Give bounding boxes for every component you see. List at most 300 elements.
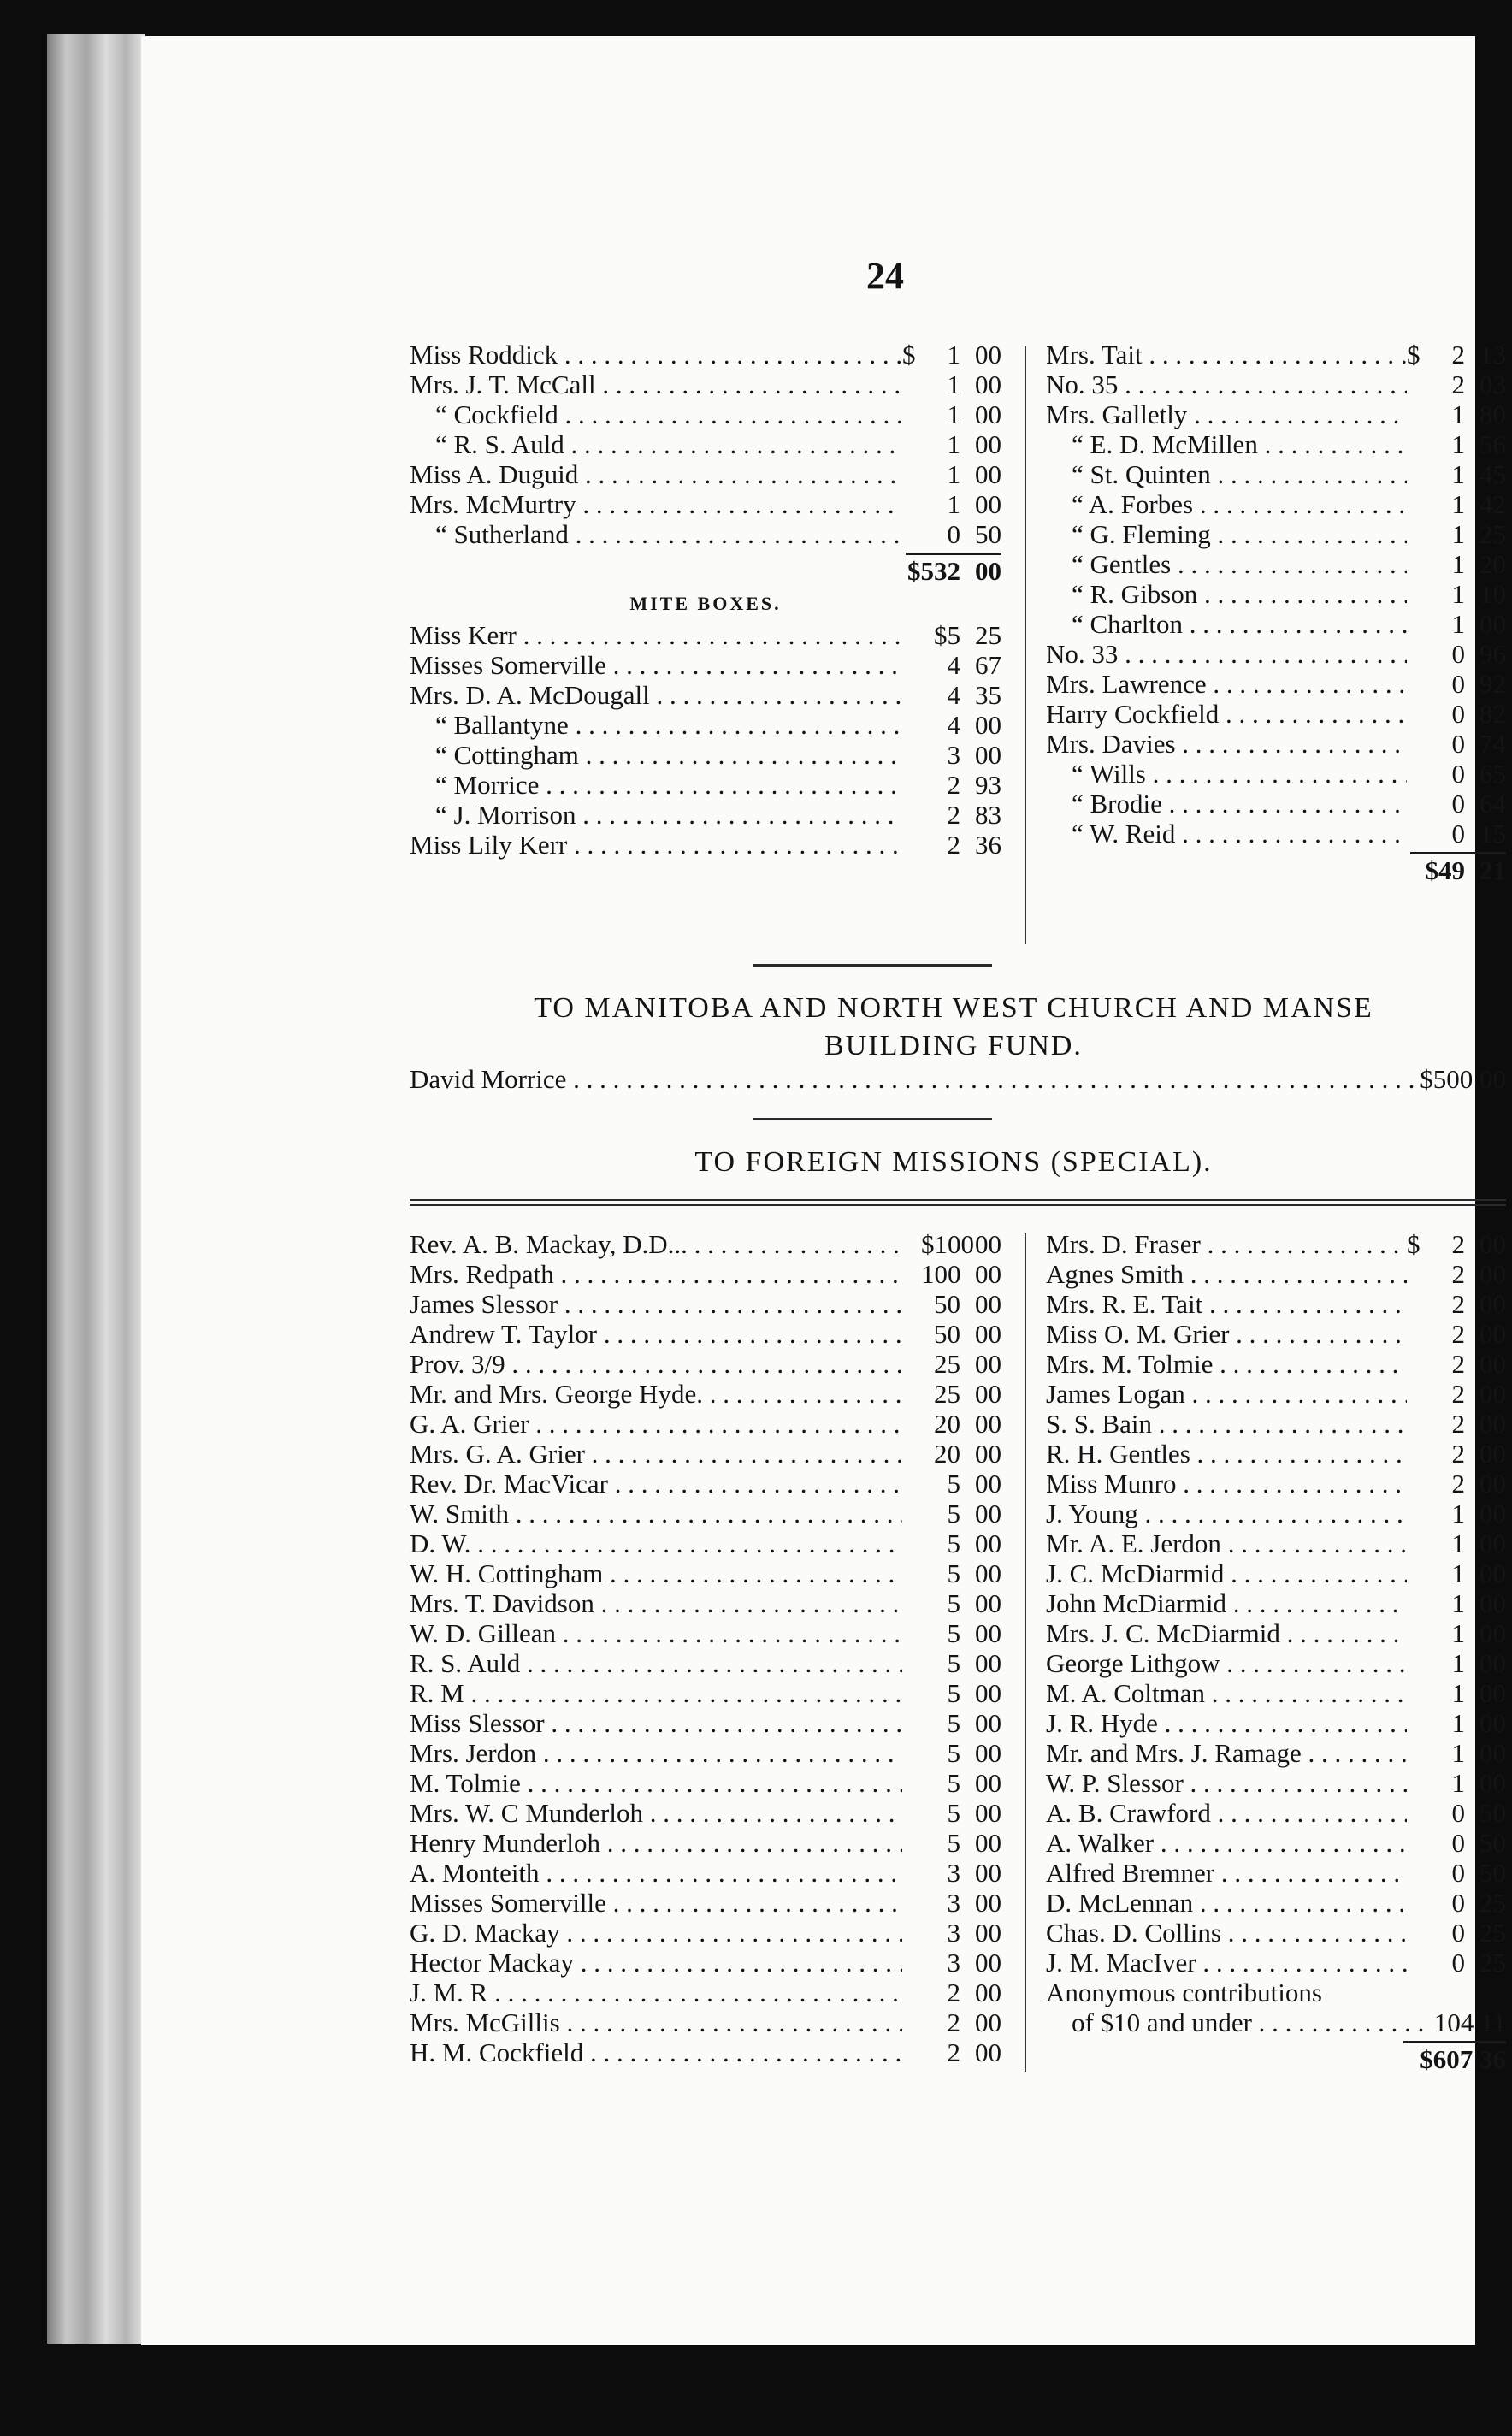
donor-name: James Logan . . . (1046, 1379, 1407, 1409)
amount-dollars: 0 (1451, 1798, 1465, 1828)
amount-cents: 00 (975, 1828, 1001, 1858)
amount-cents: 80 (1480, 399, 1506, 429)
amount-cents: 00 (975, 1409, 1001, 1439)
donor-name: “ R. Gibson . . . (1046, 579, 1407, 609)
total-cents: 21 (1480, 855, 1506, 885)
donor-name: Mrs. McMurtry . . . (410, 489, 902, 519)
amount-dollars: 1 (1451, 1588, 1465, 1618)
list-item (410, 1439, 1001, 1469)
amount-cents: 00 (975, 1768, 1001, 1798)
list-item (410, 800, 1001, 830)
total-cents: 00 (975, 556, 1001, 586)
column-divider (1025, 1233, 1026, 2072)
amount-dollars: 1 (1451, 489, 1465, 519)
donor-name: W. D. Gillean . . . (410, 1618, 902, 1648)
amount-cents: 10 (1480, 579, 1506, 609)
amount-dollars: 1 (947, 399, 960, 429)
manitoba-title-line2: BUILDING FUND. (824, 1030, 1083, 1061)
amount-cents: 00 (1480, 1558, 1506, 1588)
anonymous-amount: 104 11 (1433, 2007, 1506, 2037)
amount-dollars: 2 (1451, 1259, 1465, 1289)
amount-dollars: 0 (1451, 759, 1465, 789)
donor-name: H. M. Cockfield . . . (410, 2037, 902, 2067)
donor-name: G. D. Mackay . . . (410, 1918, 902, 1948)
donor-name: A. Walker . . . (1046, 1828, 1407, 1858)
amount-cents: 00 (1480, 1768, 1506, 1798)
donor-name: Miss Munro . . . (1046, 1469, 1407, 1499)
amount-cents: 00 (975, 1648, 1001, 1678)
list-item (410, 1648, 1001, 1678)
donor-name: Mr. and Mrs. J. Ramage . . . (1046, 1738, 1407, 1768)
amount-cents: 25 (1480, 1918, 1506, 1948)
amount-dollars: 20 (934, 1409, 960, 1439)
list-item (410, 2037, 1001, 2067)
amount-cents: 50 (1480, 1798, 1506, 1828)
list-item (410, 1738, 1001, 1768)
amount-dollars: 20 (934, 1439, 960, 1469)
list-item (410, 650, 1001, 680)
amount-cents: 96 (1480, 639, 1506, 669)
list-item (410, 519, 1001, 549)
list-item (1046, 1469, 1506, 1499)
amount-dollars: 5 (947, 1678, 960, 1708)
donor-name: “ J. Morrison . . . (410, 800, 902, 830)
list-item (410, 1858, 1001, 1888)
list-item (1046, 1708, 1506, 1738)
top-right-column (1046, 340, 1506, 887)
anonymous-label-1: Anonymous contributions (1046, 1978, 1322, 2007)
amount-cents: 00 (975, 1469, 1001, 1499)
foreign-title: TO FOREIGN MISSIONS (SPECIAL). (694, 1146, 1213, 1178)
amount-cents: 00 (975, 1618, 1001, 1648)
amount-dollars: 0 (1451, 729, 1465, 759)
donor-name: Mrs. R. E. Tait . . . (1046, 1289, 1407, 1319)
amount-dollars: 1 (1451, 1738, 1465, 1768)
amount-dollars: 0 (1451, 669, 1465, 699)
amount-dollars: 0 (1451, 699, 1465, 729)
amount-cents: 00 (975, 1678, 1001, 1708)
donor-name: D. W. . . . (410, 1528, 902, 1558)
section-rule (753, 1118, 992, 1120)
amount-dollars: $5 (934, 620, 960, 650)
amount-dollars: 2 (1451, 1349, 1465, 1379)
list-item (1046, 1289, 1506, 1319)
list-item (410, 1588, 1001, 1618)
anonymous-label-2: of $10 and under . . . (1046, 2007, 1426, 2037)
amount-dollars: 5 (947, 1648, 960, 1678)
donor-name: Miss Roddick . . . (410, 340, 902, 370)
amount-cents: 36 (975, 830, 1001, 860)
list-item (1046, 549, 1506, 579)
list-item (410, 830, 1001, 860)
amount-cents: 13 (1480, 340, 1506, 370)
list-item (410, 1289, 1001, 1319)
amount-dollars: 0 (947, 519, 960, 549)
amount-dollars: 0 (1451, 1858, 1465, 1888)
list-item (410, 2007, 1001, 2037)
list-item (1046, 1528, 1506, 1558)
list-item (1046, 1858, 1506, 1888)
donor-name: J. R. Hyde . . . (1046, 1708, 1407, 1738)
list-item (1046, 1678, 1506, 1708)
list-item (410, 740, 1001, 770)
donor-name: Prov. 3/9 . . . (410, 1349, 902, 1379)
amount-dollars: 1 (1451, 1499, 1465, 1528)
list-item (1046, 1888, 1506, 1918)
donor-name: Miss Kerr . . . (410, 620, 902, 650)
amount-cents: 00 (975, 1798, 1001, 1828)
amount-cents: 00 (1480, 1349, 1506, 1379)
list-item (1046, 519, 1506, 549)
donor-name: Mr. and Mrs. George Hyde. . . . (410, 1379, 902, 1409)
list-item (1046, 579, 1506, 609)
list-item (1046, 1439, 1506, 1469)
list-item (410, 459, 1001, 489)
dollar-sign: $ (1407, 340, 1420, 370)
list-item (410, 1379, 1001, 1409)
amount-cents: 83 (975, 800, 1001, 830)
donor-name: Mrs. Redpath . . . (410, 1259, 902, 1289)
list-item (1046, 1918, 1506, 1948)
list-item (410, 1918, 1001, 1948)
manitoba-title-line1: TO MANITOBA AND NORTH WEST CHURCH AND MANSE (534, 992, 1373, 1024)
amount-dollars: 2 (1451, 1319, 1465, 1349)
amount-dollars: 2 (1451, 1439, 1465, 1469)
list-item (410, 620, 1001, 650)
amount-cents: 50 (1480, 1828, 1506, 1858)
amount-cents: 00 (975, 1738, 1001, 1768)
amount-dollars: 5 (947, 1798, 960, 1828)
amount-cents: 00 (1480, 609, 1506, 639)
amount-dollars: 0 (1451, 789, 1465, 819)
amount-dollars: 2 (1451, 1229, 1465, 1259)
donor-name: M. A. Coltman . . . (1046, 1678, 1407, 1708)
amount-dollars: 1 (947, 459, 960, 489)
list-item (1046, 1379, 1506, 1409)
donor-name: M. Tolmie . . . (410, 1768, 902, 1798)
amount-cents: 00 (975, 1499, 1001, 1528)
amount-cents: 15 (1480, 819, 1506, 848)
amount-cents: 00 (1480, 1678, 1506, 1708)
list-item (1046, 1229, 1506, 1259)
amount-dollars: 2 (947, 2007, 960, 2037)
amount-cents: 00 (1480, 1648, 1506, 1678)
list-item (1046, 1558, 1506, 1588)
foreign-total (1046, 2043, 1506, 2076)
amount-cents: 03 (1480, 370, 1506, 399)
donor-name: Mrs. D. Fraser . . . (1046, 1229, 1407, 1259)
amount-cents: 25 (975, 620, 1001, 650)
amount-cents: 00 (975, 1379, 1001, 1409)
list-item (1046, 1768, 1506, 1798)
amount-cents: 00 (1480, 1439, 1506, 1469)
list-item (410, 1349, 1001, 1379)
donor-name: “ Cottingham . . . (410, 740, 902, 770)
amount-dollars: 1 (1451, 459, 1465, 489)
amount-dollars: 2 (1451, 1289, 1465, 1319)
donor-name: Misses Somerville . . . (410, 1888, 902, 1918)
donor-name: J. M. MacIver . . . (1046, 1948, 1407, 1978)
amount-cents: 50 (1480, 1858, 1506, 1888)
dollar-sign: $ (902, 340, 916, 370)
donor-name: Mrs. G. A. Grier . . . (410, 1439, 902, 1469)
amount-dollars: 1 (947, 340, 960, 370)
amount-dollars: 25 (934, 1379, 960, 1409)
list-item (410, 489, 1001, 519)
section-rule (753, 964, 992, 967)
amount-dollars: 2 (1451, 370, 1465, 399)
donor-name: Chas. D. Collins . . . (1046, 1918, 1407, 1948)
list-item (1046, 789, 1506, 819)
donor-name: No. 35 . . . (1046, 370, 1407, 399)
amount-dollars: 2 (947, 2037, 960, 2067)
donor-name: Agnes Smith . . . (1046, 1259, 1407, 1289)
donor-name: “ Wills . . . (1046, 759, 1407, 789)
list-item (410, 1259, 1001, 1289)
amount-dollars: 50 (934, 1319, 960, 1349)
amount-dollars: 5 (947, 1558, 960, 1588)
amount-cents: 00 (1480, 1409, 1506, 1439)
amount-cents: 50 (975, 519, 1001, 549)
amount-dollars: 1 (1451, 1708, 1465, 1738)
donor-name: “ Morrice . . . (410, 770, 902, 800)
donor-name: A. Monteith . . . (410, 1858, 902, 1888)
amount-cents: 00 (975, 1349, 1001, 1379)
amount-cents: 00 (975, 1918, 1001, 1948)
donor-name: Mrs. T. Davidson . . . (410, 1588, 902, 1618)
list-item (410, 1768, 1001, 1798)
amount-cents: 45 (1480, 459, 1506, 489)
donor-name: Mrs. McGillis . . . (410, 2007, 902, 2037)
amount-dollars: 2 (1451, 340, 1465, 370)
amount-cents: 00 (975, 1588, 1001, 1618)
amount-dollars: 3 (947, 1918, 960, 1948)
amount-cents: 00 (975, 489, 1001, 519)
amount-cents: 00 (975, 710, 1001, 740)
amount-dollars: 1 (1451, 549, 1465, 579)
donor-name: J. M. R . . . (410, 1978, 902, 2007)
total-dollars: $49 (1425, 855, 1465, 885)
list-item (410, 1798, 1001, 1828)
amount-dollars: 1 (1451, 579, 1465, 609)
list-item (1046, 669, 1506, 699)
donor-name: Rev. A. B. Mackay, D.D... . . . (410, 1229, 902, 1259)
amount-cents: 00 (1480, 1469, 1506, 1499)
list-item (410, 1319, 1001, 1349)
amount-cents: 00 (1480, 1289, 1506, 1319)
amount-dollars: 0 (1451, 819, 1465, 848)
donor-name: Mrs. J. T. McCall . . . (410, 370, 902, 399)
donor-name: D. McLennan . . . (1046, 1888, 1407, 1918)
donor-name: S. S. Bain . . . (1046, 1409, 1407, 1439)
list-item (1046, 1738, 1506, 1768)
donor-name: “ Ballantyne . . . (410, 710, 902, 740)
list-item (410, 770, 1001, 800)
amount-cents: 74 (1480, 729, 1506, 759)
donor-name: Miss Slessor . . . (410, 1708, 902, 1738)
amount-cents: 00 (975, 399, 1001, 429)
list-item (1046, 429, 1506, 459)
donor-name: Andrew T. Taylor . . . (410, 1319, 902, 1349)
amount-cents: 64 (1480, 789, 1506, 819)
amount-cents: 00 (1480, 1379, 1506, 1409)
donor-name: J. Young . . . (1046, 1499, 1407, 1528)
foreign-left-column (410, 1229, 1001, 2067)
amount-dollars: $100 (921, 1229, 974, 1259)
list-item (410, 1708, 1001, 1738)
amount-dollars: 2 (947, 830, 960, 860)
list-item (1046, 1588, 1506, 1618)
donor-name: Rev. Dr. MacVicar . . . (410, 1469, 902, 1499)
column-divider (1025, 346, 1026, 944)
donor-name: Mrs. Galletly . . . (1046, 399, 1407, 429)
column-total (1046, 854, 1506, 887)
donor-name: R. S. Auld . . . (410, 1648, 902, 1678)
amount-dollars: 1 (947, 370, 960, 399)
amount-cents: 00 (975, 459, 1001, 489)
amount-cents: 00 (975, 1289, 1001, 1319)
amount-dollars: 3 (947, 1858, 960, 1888)
amount-dollars: 5 (947, 1738, 960, 1768)
total-dollars: $532 (907, 556, 960, 586)
donor-name: W. H. Cottingham . . . (410, 1558, 902, 1588)
donor-name: George Lithgow . . . (1046, 1648, 1407, 1678)
amount-dollars: 100 (921, 1259, 961, 1289)
list-item (1046, 1798, 1506, 1828)
manitoba-entry-amount: $500 00 (1420, 1064, 1506, 1094)
amount-cents: 00 (975, 1558, 1001, 1588)
amount-cents: 20 (1480, 549, 1506, 579)
list-item (1046, 489, 1506, 519)
list-item (410, 1828, 1001, 1858)
dollar-sign: $ (1407, 1229, 1420, 1259)
donor-name: “ W. Reid . . . (1046, 819, 1407, 848)
amount-dollars: 5 (947, 1499, 960, 1528)
list-item (410, 399, 1001, 429)
amount-cents: 00 (975, 2037, 1001, 2067)
amount-dollars: 0 (1451, 639, 1465, 669)
donor-name: Miss A. Duguid . . . (410, 459, 902, 489)
donor-name: R. H. Gentles . . . (1046, 1439, 1407, 1469)
list-item (1046, 1648, 1506, 1678)
donor-name: G. A. Grier . . . (410, 1409, 902, 1439)
amount-dollars: 3 (947, 1948, 960, 1978)
amount-cents: 00 (975, 1229, 1001, 1259)
amount-dollars: 0 (1451, 1888, 1465, 1918)
list-item (410, 1678, 1001, 1708)
donor-name: James Slessor . . . (410, 1289, 902, 1319)
donor-name: “ Sutherland . . . (410, 519, 902, 549)
list-item (410, 710, 1001, 740)
amount-dollars: 2 (947, 1978, 960, 2007)
list-item (1046, 1618, 1506, 1648)
amount-cents: 00 (975, 429, 1001, 459)
amount-dollars: 2 (947, 800, 960, 830)
amount-dollars: 0 (1451, 1948, 1465, 1978)
amount-cents: 00 (975, 370, 1001, 399)
top-left-column (410, 340, 1001, 860)
list-item (410, 1528, 1001, 1558)
list-item (1046, 1948, 1506, 1978)
list-item (1046, 1409, 1506, 1439)
amount-cents: 25 (1480, 1888, 1506, 1918)
amount-cents: 56 (1480, 429, 1506, 459)
donor-name: “ Gentles . . . (1046, 549, 1407, 579)
list-item (410, 1499, 1001, 1528)
amount-dollars: 1 (1451, 1648, 1465, 1678)
amount-cents: 00 (1480, 1499, 1506, 1528)
amount-dollars: 5 (947, 1828, 960, 1858)
list-item (410, 1618, 1001, 1648)
list-item (1046, 1259, 1506, 1289)
amount-cents: 42 (1480, 489, 1506, 519)
donor-name: Harry Cockfield . . . (1046, 699, 1407, 729)
list-item (1046, 370, 1506, 399)
amount-dollars: 50 (934, 1289, 960, 1319)
list-item (410, 1978, 1001, 2007)
donor-name: Miss Lily Kerr . . . (410, 830, 902, 860)
amount-cents: 00 (1480, 1708, 1506, 1738)
list-item (410, 1948, 1001, 1978)
amount-dollars: 2 (1451, 1409, 1465, 1439)
list-item (1046, 729, 1506, 759)
foreign-right-column (1046, 1229, 1506, 2076)
manitoba-title (398, 990, 1509, 1065)
list-item (410, 370, 1001, 399)
amount-cents: 65 (1480, 759, 1506, 789)
amount-cents: 00 (975, 1888, 1001, 1918)
amount-dollars: 2 (1451, 1379, 1465, 1409)
amount-dollars: 1 (1451, 1558, 1465, 1588)
donor-name: “ Cockfield . . . (410, 399, 902, 429)
list-item (410, 1229, 1001, 1259)
donor-name: Mrs. J. C. McDiarmid . . . (1046, 1618, 1407, 1648)
donor-name: John McDiarmid . . . (1046, 1588, 1407, 1618)
donor-name: Mrs. M. Tolmie . . . (1046, 1349, 1407, 1379)
amount-cents: 00 (975, 1708, 1001, 1738)
amount-dollars: 5 (947, 1768, 960, 1798)
amount-dollars: 1 (1451, 609, 1465, 639)
donor-name: “ A. Forbes . . . (1046, 489, 1407, 519)
amount-cents: 00 (1480, 1229, 1506, 1259)
amount-cents: 00 (1480, 1259, 1506, 1289)
amount-cents: 25 (1480, 1948, 1506, 1978)
donor-name: Misses Somerville . . . (410, 650, 902, 680)
donor-name: “ St. Quinten . . . (1046, 459, 1407, 489)
donor-name: Miss O. M. Grier . . . (1046, 1319, 1407, 1349)
mite-boxes-heading: MITE BOXES. (629, 593, 782, 614)
amount-dollars: 5 (947, 1469, 960, 1499)
donor-name: No. 33 . . . (1046, 639, 1407, 669)
donor-name: A. B. Crawford . . . (1046, 1798, 1407, 1828)
amount-dollars: 1 (1451, 1678, 1465, 1708)
amount-dollars: 1 (1451, 1768, 1465, 1798)
anonymous-line2 (1046, 2007, 1506, 2037)
amount-dollars: 4 (947, 710, 960, 740)
donor-name: Mr. A. E. Jerdon . . . (1046, 1528, 1407, 1558)
amount-cents: 00 (975, 740, 1001, 770)
amount-dollars: 2 (1451, 1469, 1465, 1499)
list-item (1046, 609, 1506, 639)
amount-dollars: 1 (947, 489, 960, 519)
amount-cents: 00 (975, 1319, 1001, 1349)
donor-name: “ E. D. McMillen . . . (1046, 429, 1407, 459)
donor-name: Mrs. Jerdon . . . (410, 1738, 902, 1768)
amount-dollars: 1 (1451, 1618, 1465, 1648)
list-item (1046, 1349, 1506, 1379)
amount-dollars: 5 (947, 1588, 960, 1618)
amount-cents: 00 (1480, 1319, 1506, 1349)
